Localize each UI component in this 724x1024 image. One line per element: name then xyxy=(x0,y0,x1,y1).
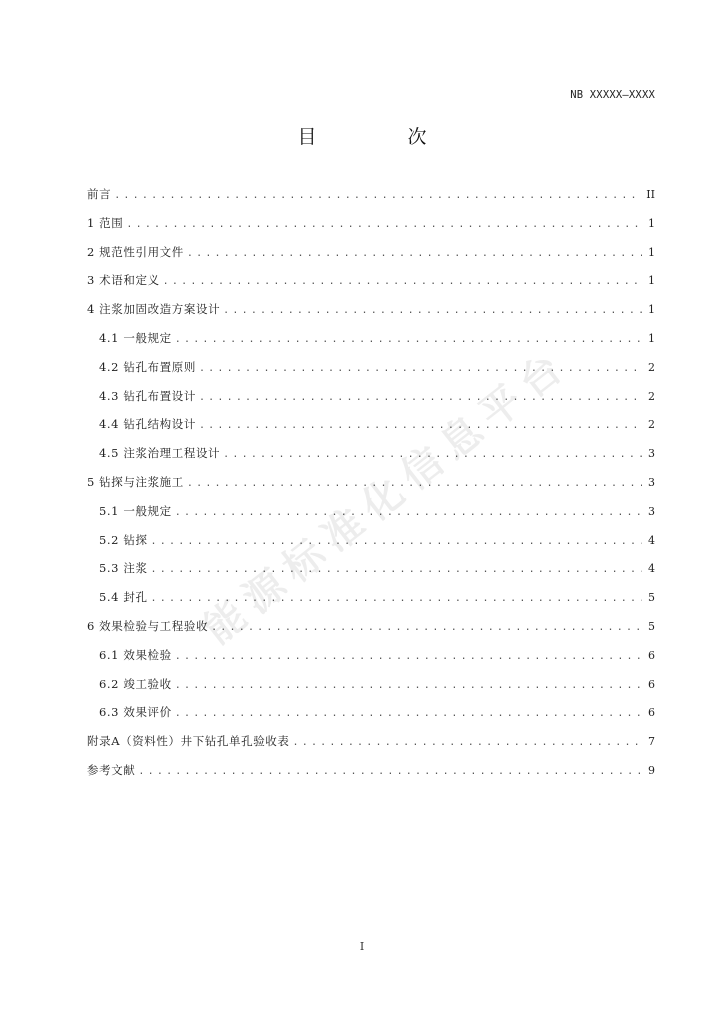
toc-leader-dots xyxy=(293,733,642,753)
toc-entry[interactable] xyxy=(87,587,655,616)
toc-entry[interactable] xyxy=(87,760,655,789)
toc-entry-page: 5 xyxy=(648,591,655,605)
toc-leader-dots xyxy=(126,215,642,235)
toc-entry-label: 4.2 钻孔布置原则 xyxy=(99,359,196,374)
toc-entry-label: 2 规范性引用文件 xyxy=(87,244,184,259)
toc-leader-dots xyxy=(151,532,642,552)
toc-leader-dots xyxy=(175,704,642,724)
toc-entry-label: 5.2 钻探 xyxy=(99,532,148,547)
toc-entry[interactable] xyxy=(87,414,655,443)
toc-entry-label: 6.3 效果评价 xyxy=(99,705,172,720)
toc-entry-page: 4 xyxy=(648,562,655,576)
toc-leader-dots xyxy=(138,762,642,782)
toc-entry[interactable] xyxy=(87,270,655,299)
toc-entry-page: 1 xyxy=(648,216,655,230)
toc-entry-page: 2 xyxy=(648,418,655,432)
toc-entry-page: 6 xyxy=(648,677,655,691)
toc-entry-label: 4.1 一般规定 xyxy=(99,330,172,345)
toc-entry-label: 4 注浆加固改造方案设计 xyxy=(87,302,221,317)
toc-entry-page: 7 xyxy=(648,735,655,749)
toc-entry[interactable] xyxy=(87,184,655,213)
toc-leader-dots xyxy=(151,560,642,580)
toc-entry-label: 4.3 钻孔布置设计 xyxy=(99,388,196,403)
toc-entry-label: 6.2 竣工验收 xyxy=(99,676,172,691)
toc-entry-label: 附录A（资料性）井下钻孔单孔验收表 xyxy=(87,734,290,749)
toc-leader-dots xyxy=(175,330,642,350)
toc-entry[interactable] xyxy=(87,213,655,242)
toc-entry[interactable] xyxy=(87,702,655,731)
watermark: 能源标准化信息平台 xyxy=(195,340,579,654)
page-number: I xyxy=(359,940,365,953)
toc-leader-dots xyxy=(175,676,642,696)
toc-entry-page: 4 xyxy=(648,533,655,547)
toc-entry-label: 5.1 一般规定 xyxy=(99,503,172,518)
toc-entry-label: 前言 xyxy=(87,187,112,201)
toc-entry-page: 1 xyxy=(648,303,655,317)
toc-entry-label: 5.3 注浆 xyxy=(99,561,148,576)
toc-entry-page: 1 xyxy=(648,331,655,345)
toc-entry-page: 2 xyxy=(648,389,655,403)
toc-entry-page: II xyxy=(646,188,655,201)
toc-leader-dots xyxy=(114,186,642,206)
toc-entry-page: 1 xyxy=(648,274,655,288)
toc-entry-label: 1 范围 xyxy=(87,215,124,230)
toc-leader-dots xyxy=(223,301,642,321)
page-title: 目 次 xyxy=(297,126,463,148)
toc-entry[interactable] xyxy=(87,731,655,760)
toc-entry[interactable] xyxy=(87,328,655,357)
toc-entry-page: 3 xyxy=(648,504,655,518)
toc-entry-label: 5 钻探与注浆施工 xyxy=(87,474,184,489)
toc-entry[interactable] xyxy=(87,645,655,674)
toc-entry-label: 4.5 注浆治理工程设计 xyxy=(99,446,221,461)
toc-entry-label: 6.1 效果检验 xyxy=(99,647,172,662)
toc-entry[interactable] xyxy=(87,616,655,645)
toc-entry[interactable] xyxy=(87,674,655,703)
toc-leader-dots xyxy=(187,244,642,264)
toc-entry[interactable] xyxy=(87,242,655,271)
toc-entry[interactable] xyxy=(87,386,655,415)
toc-entry-page: 3 xyxy=(648,475,655,489)
toc-leader-dots xyxy=(211,618,642,638)
document-code: NB XXXXX—XXXX xyxy=(570,89,655,101)
toc-entry-page: 3 xyxy=(648,447,655,461)
toc-entry-label: 6 效果检验与工程验收 xyxy=(87,618,209,633)
toc-entry-page: 2 xyxy=(648,360,655,374)
toc-entry-page: 6 xyxy=(648,648,655,662)
toc-entry-label: 参考文献 xyxy=(87,762,136,777)
toc-entry-label: 5.4 封孔 xyxy=(99,590,148,605)
toc-entry-page: 5 xyxy=(648,619,655,633)
toc-entry-page: 6 xyxy=(648,706,655,720)
toc-leader-dots xyxy=(163,272,642,292)
toc-leader-dots xyxy=(175,647,642,667)
toc-leader-dots xyxy=(199,388,642,408)
toc-entry[interactable] xyxy=(87,299,655,328)
toc-entry[interactable] xyxy=(87,558,655,587)
toc-entry-page: 1 xyxy=(648,245,655,259)
toc-entry-label: 4.4 钻孔结构设计 xyxy=(99,417,196,432)
toc-entry-label: 3 术语和定义 xyxy=(87,273,160,288)
toc-entry-page: 9 xyxy=(648,763,655,777)
